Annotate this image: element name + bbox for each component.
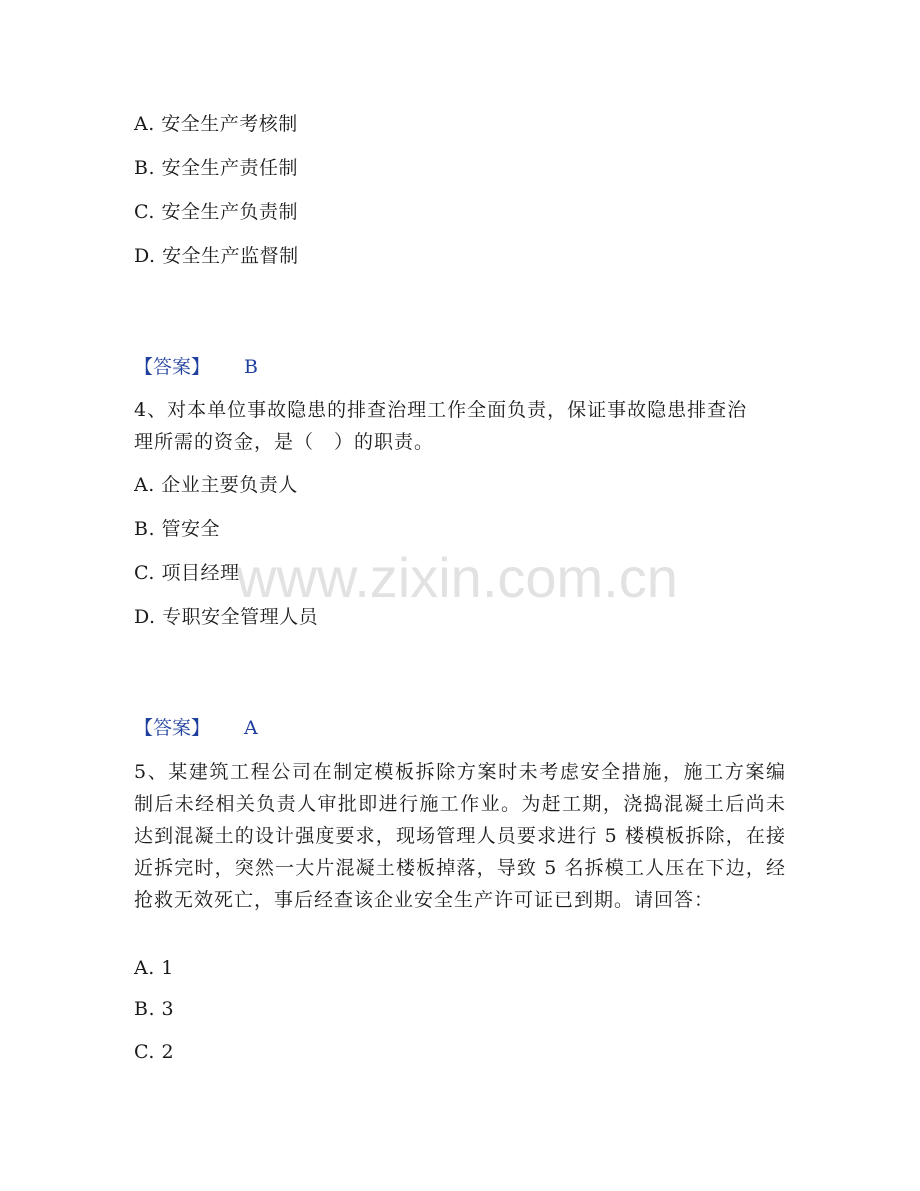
q3-option-c: C. 安全生产负责制 [134, 201, 298, 223]
q3-option-d: D. 安全生产监督制 [134, 245, 299, 267]
watermark: www.zixin.com.cn [236, 546, 678, 609]
q4-stem-line-2: 理所需的资金，是（ ）的职责。 [134, 431, 435, 453]
q5-option-b: B. 3 [134, 998, 175, 1020]
answer-value: A [244, 717, 258, 739]
q3-option-a: A. 安全生产考核制 [134, 113, 298, 135]
q4-option-c: C. 项目经理 [134, 562, 240, 584]
q4-stem-line-1: 4、对本单位事故隐患的排查治理工作全面负责，保证事故隐患排查治 [134, 399, 748, 421]
answer-label: 【答案】 [134, 717, 211, 739]
q3-option-b: B. 安全生产责任制 [134, 157, 299, 179]
q4-answer [134, 716, 258, 740]
q4-option-b: B. 管安全 [134, 518, 221, 540]
q4-option-a: A. 企业主要负责人 [134, 474, 298, 496]
q5-option-c: C. 2 [134, 1041, 175, 1063]
q3-answer [134, 355, 258, 379]
answer-value: B [244, 356, 258, 378]
q5-stem: 5、某建筑工程公司在制定模板拆除方案时未考虑安全措施，施工方案编制后未经相关负责人审批即进行施工作业。为赶工期，浇捣混凝土后尚未达到混凝土的设计强度要求，现场管理人员要求进行 5 楼模板拆除，在接近拆完时，突然一大片混凝土楼板掉落，导致 5 名拆模工人压在下边，经抢救无效死亡，事后经查该企业安全生产许可证已到期。请回答： [134, 761, 786, 911]
answer-label: 【答案】 [134, 356, 211, 378]
q5-option-a: A. 1 [134, 957, 174, 979]
q4-option-d: D. 专职安全管理人员 [134, 606, 319, 628]
